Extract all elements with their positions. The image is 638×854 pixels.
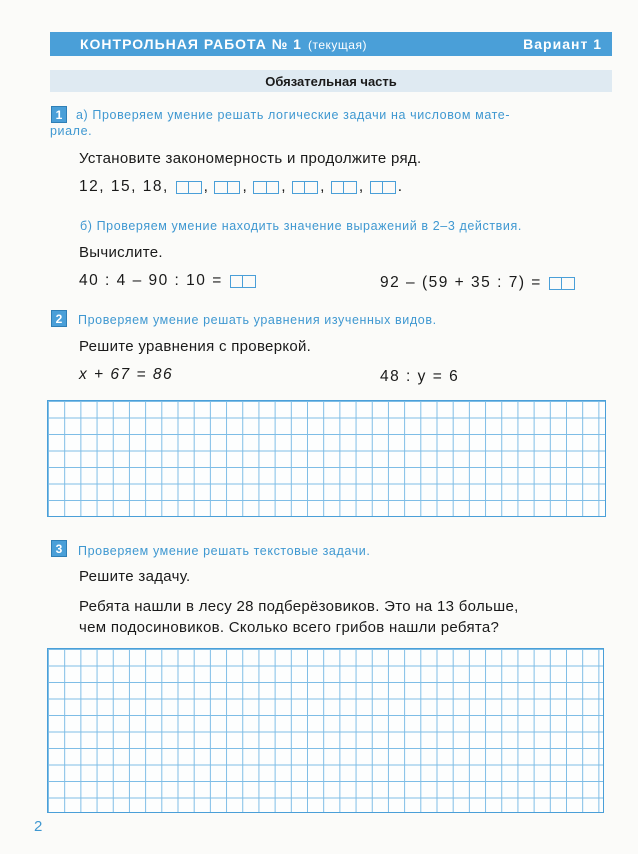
header-bar bbox=[50, 32, 612, 56]
task-1b-skill: б) Проверяем умение находить значение выражений в 2–3 действия. bbox=[80, 219, 522, 233]
problem-line-2: чем подосиновиков. Сколько всего грибов нашли ребята? bbox=[79, 619, 500, 636]
task-1a-skill: а) Проверяем умение решать логические задачи на числовом мате- bbox=[76, 108, 511, 122]
task-2-instruction: Решите уравнения с проверкой. bbox=[79, 338, 312, 355]
series-item: 15, bbox=[110, 178, 137, 195]
answer-box[interactable] bbox=[370, 181, 396, 194]
equation-1: x + 67 = 86 bbox=[79, 366, 174, 383]
equation-2: 48 : y = 6 bbox=[380, 368, 460, 385]
task-1a-instruction: Установите закономерность и продолжите ряд. bbox=[79, 150, 422, 167]
section-title: Обязательная часть bbox=[50, 70, 612, 92]
task-1a-skill-cont: риале. bbox=[50, 124, 93, 138]
header-subtitle: (текущая) bbox=[307, 38, 367, 52]
header-variant: Вариант 1 bbox=[523, 36, 602, 52]
task-2-badge: 2 bbox=[51, 310, 67, 327]
number-series: 12, 15, 18, , , , , , . bbox=[79, 178, 404, 195]
task-3-instruction: Решите задачу. bbox=[79, 568, 191, 585]
answer-grid-task-2[interactable] bbox=[47, 400, 606, 517]
series-item: 18, bbox=[142, 178, 169, 195]
expression-2-text: 92 – (59 + 35 : 7) = bbox=[380, 274, 542, 291]
task-3-badge: 3 bbox=[51, 540, 67, 557]
answer-box[interactable] bbox=[253, 181, 279, 194]
answer-box[interactable] bbox=[230, 275, 256, 288]
task-1-badge: 1 bbox=[51, 106, 67, 123]
expression-2 bbox=[380, 274, 576, 292]
answer-box[interactable] bbox=[549, 277, 575, 290]
header-title: КОНТРОЛЬНАЯ РАБОТА № 1 bbox=[80, 36, 302, 52]
expression-1 bbox=[79, 272, 257, 290]
series-item: 12, bbox=[79, 178, 106, 195]
task-2-skill: Проверяем умение решать уравнения изученных видов. bbox=[78, 313, 437, 327]
page-number: 2 bbox=[34, 818, 43, 835]
answer-grid-task-3[interactable] bbox=[47, 648, 604, 813]
answer-box[interactable] bbox=[331, 181, 357, 194]
answer-box[interactable] bbox=[176, 181, 202, 194]
expression-1-text: 40 : 4 – 90 : 10 = bbox=[79, 272, 223, 289]
task-3-skill: Проверяем умение решать текстовые задачи. bbox=[78, 544, 371, 558]
answer-box[interactable] bbox=[292, 181, 318, 194]
answer-box[interactable] bbox=[214, 181, 240, 194]
task-1b-instruction: Вычислите. bbox=[79, 244, 163, 261]
problem-line-1: Ребята нашли в лесу 28 подберёзовиков. Это на 13 больше, bbox=[79, 598, 519, 615]
